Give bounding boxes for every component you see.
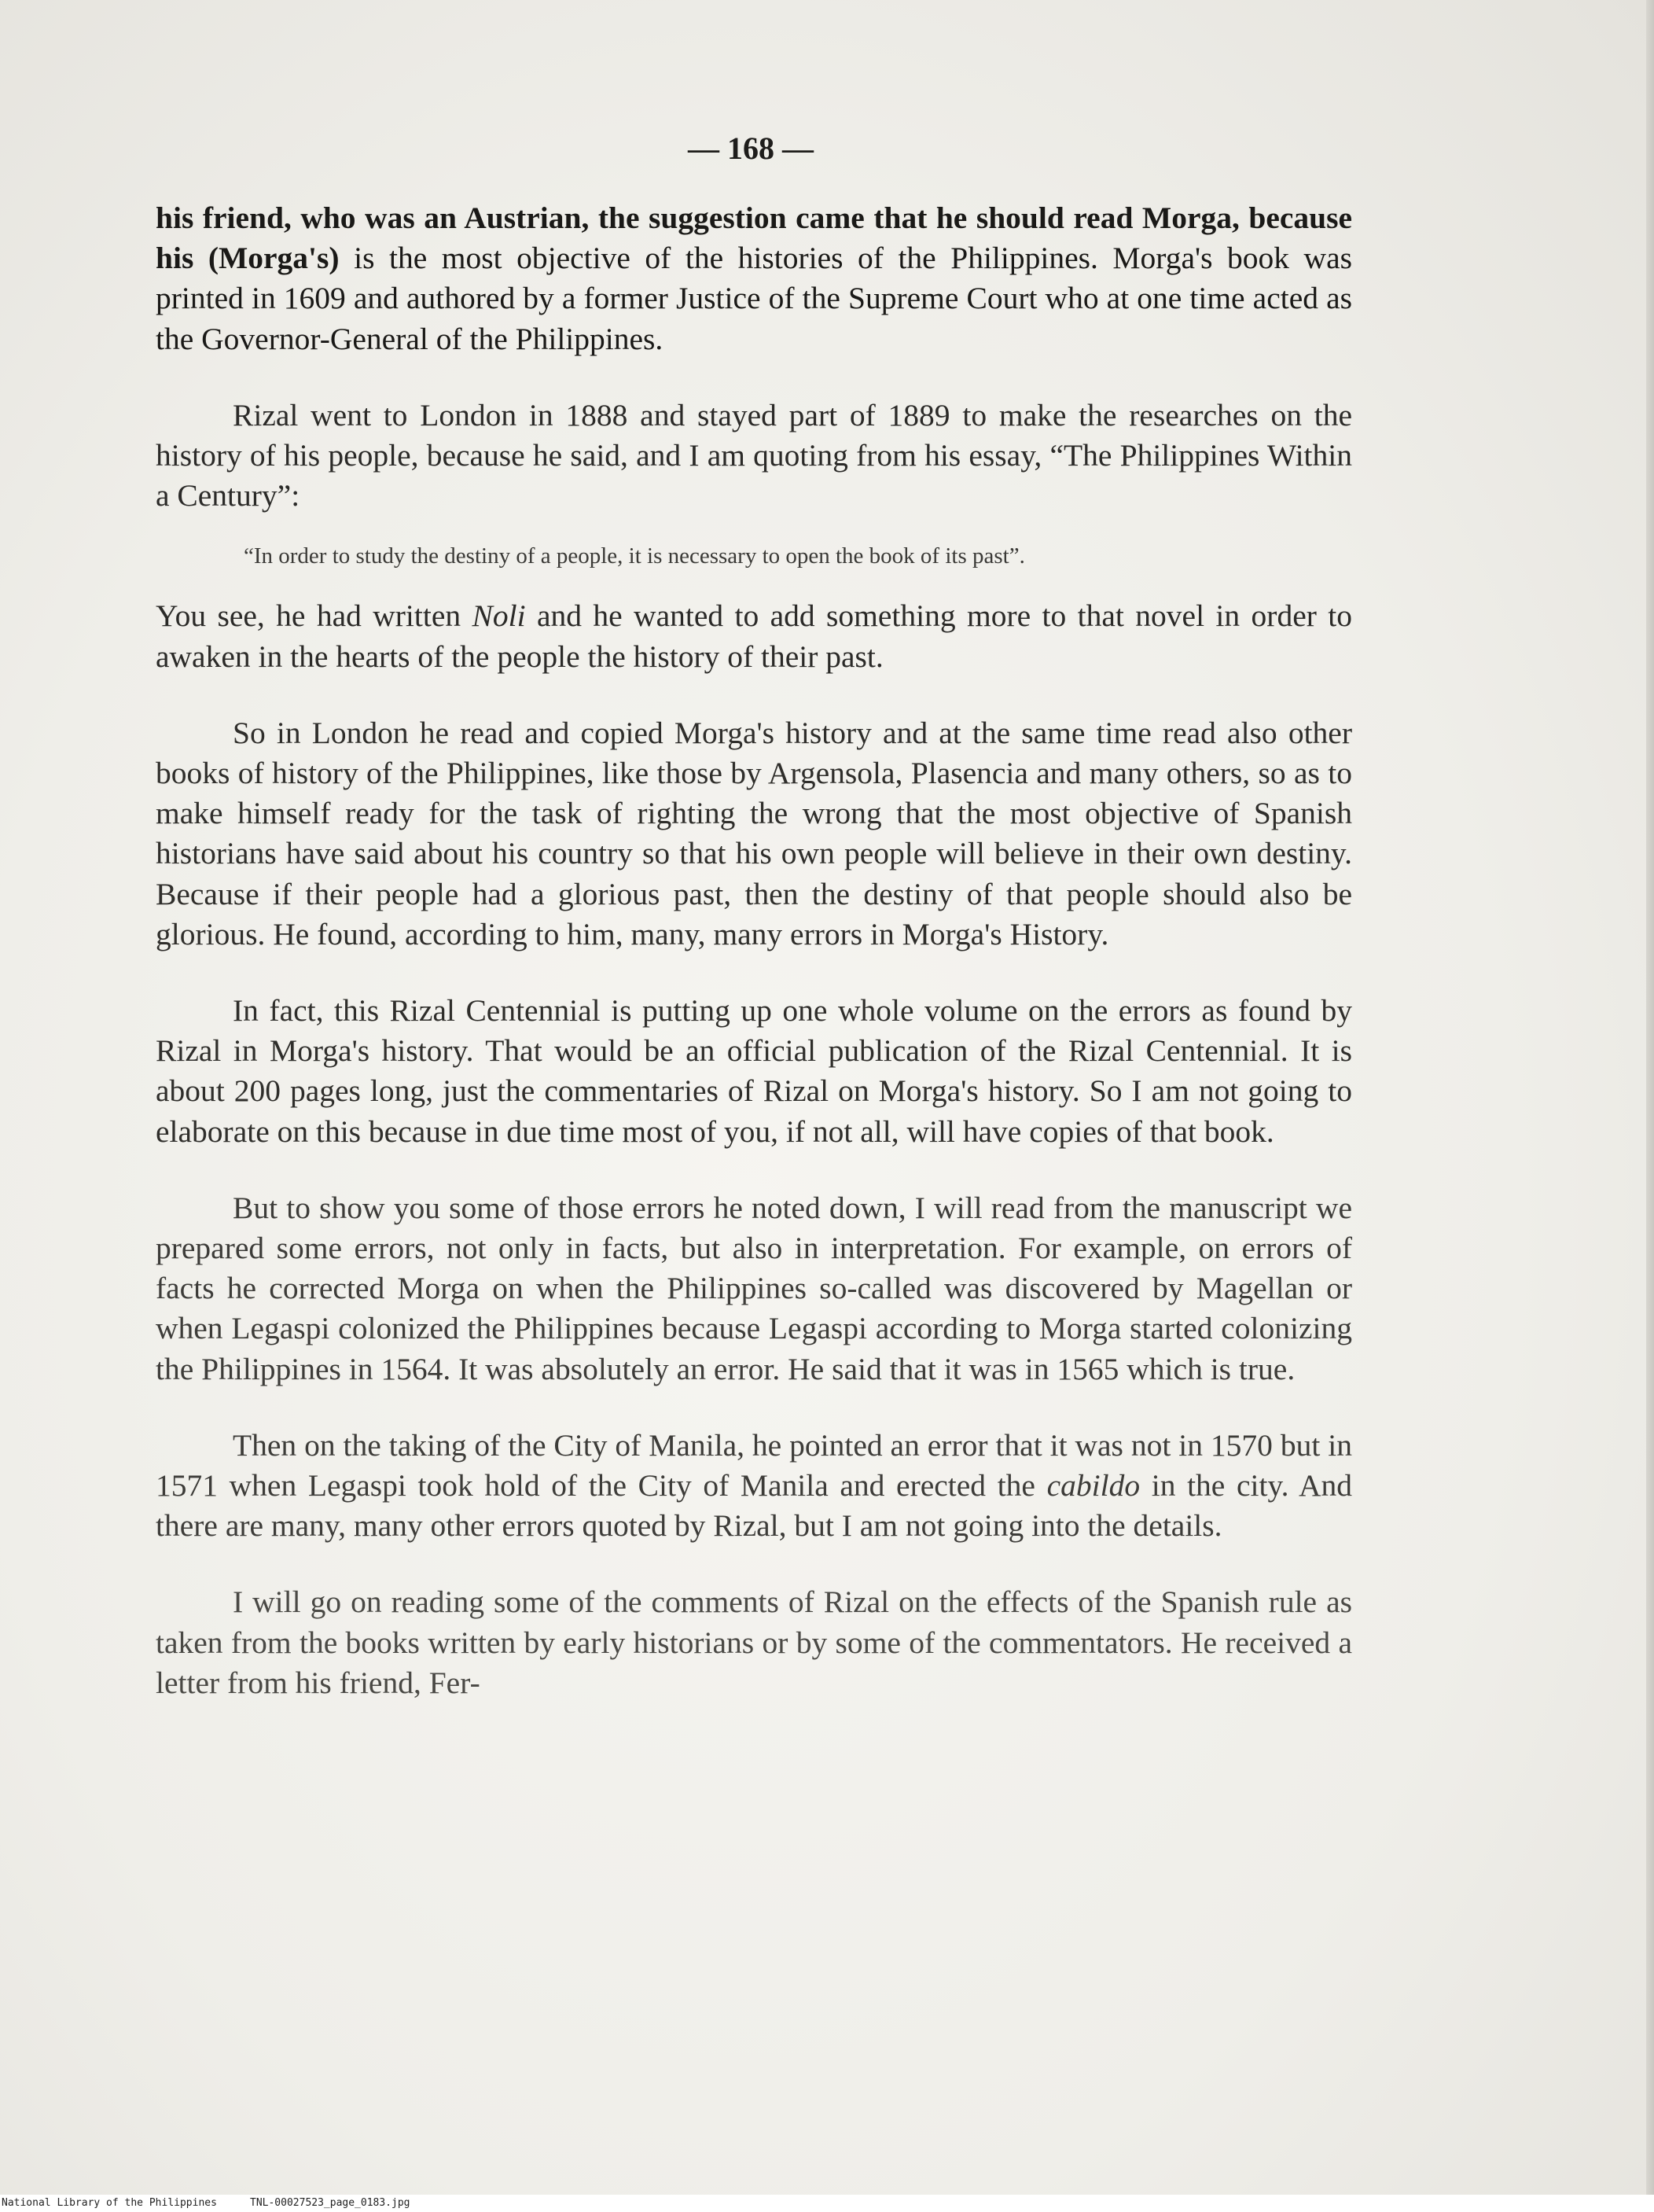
paragraph-5: In fact, this Rizal Centennial is putting up one whole volume on the errors as found by Rizal in Morga's history. That would be an official publication of the Rizal Centennial. It is about 200 pages long, just the commentaries of Rizal on Morga's history. So I am not going to elaborate on this because in due time most of you, if not all, will have copies of that book. (156, 993, 1352, 1149)
paragraph-7-after: in the city. And there are many, many other errors quoted by Rizal, but I am not going into the details. (156, 1468, 1352, 1544)
scan-footer (0, 2195, 1654, 2212)
paragraph-7 (156, 1426, 1352, 1547)
paragraph-3 (156, 596, 1352, 676)
page-edge-shadow (1646, 0, 1654, 2212)
paragraph-4: So in London he read and copied Morga's history and at the same time read also other books of history of the Philippines, like those by Argensola, Plasencia and many others, so as to make himself ready for the task of righting the wrong that the most objective of Spanish historians have said about his country so that his own people will believe in their own destiny. Because if their people had a glorious past, then the destiny of that people should also be glorious. He found, according to him, many, many errors in Morga's History. (156, 715, 1352, 951)
paragraph-7-italic: cabildo (1046, 1468, 1141, 1503)
paragraph-1-rest: is the most objective of the histories of the Philippines. Morga's book was printed in 1609 and authored by a former Justice of the Supreme Court who at one time acted as the Governor-General of the Philippines. (156, 241, 1352, 356)
page-number: — 168 — (688, 131, 814, 166)
paragraph-1 (156, 198, 1352, 359)
paragraph-7-before: Then on the taking of the City of Manila, he pointed an error that it was not in 1570 but in 1571 when Legaspi took hold of the City of Manila and erected the (156, 1427, 1352, 1503)
paragraph-6: But to show you some of those errors he noted down, I will read from the manuscript we prepared some errors, not only in facts, but also in interpretation. For example, on errors of facts he corrected Morga on when the Philippines so-called was discovered by Magellan or when Legaspi colonized the Philippines because Legaspi according to Morga started colonizing the Philippines in 1564. It was absolutely an error. He said that it was in 1565 which is true. (156, 1190, 1352, 1386)
paragraph-1-bold: his friend, who was an Austrian, the suggestion came that he should read Morga, because his (Morga's) (156, 201, 1352, 276)
body-text (156, 198, 1352, 1703)
footer-filename: TNL-00027523_page_0183.jpg (250, 2197, 410, 2209)
footer-source: National Library of the Philippines (2, 2197, 217, 2209)
paragraph-8: I will go on reading some of the comments of Rizal on the effects of the Spanish rule as taken from the books written by early historians or by some of the commentators. He received a letter from his friend, Fer- (156, 1584, 1352, 1700)
paragraph-3-after: and he wanted to add something more to that novel in order to awaken in the hearts of the people the history of their past. (156, 598, 1352, 674)
paragraph-3-italic: Noli (472, 598, 526, 634)
paragraph-3-before: You see, he had written (156, 598, 472, 634)
block-quote: “In order to study the destiny of a people, it is necessary to open the book of its past”. (244, 543, 1025, 569)
paragraph-2: Rizal went to London in 1888 and stayed part of 1889 to make the researches on the history of his people, because he said, and I am quoting from his essay, “The Philippines Within a Century”: (156, 397, 1352, 513)
